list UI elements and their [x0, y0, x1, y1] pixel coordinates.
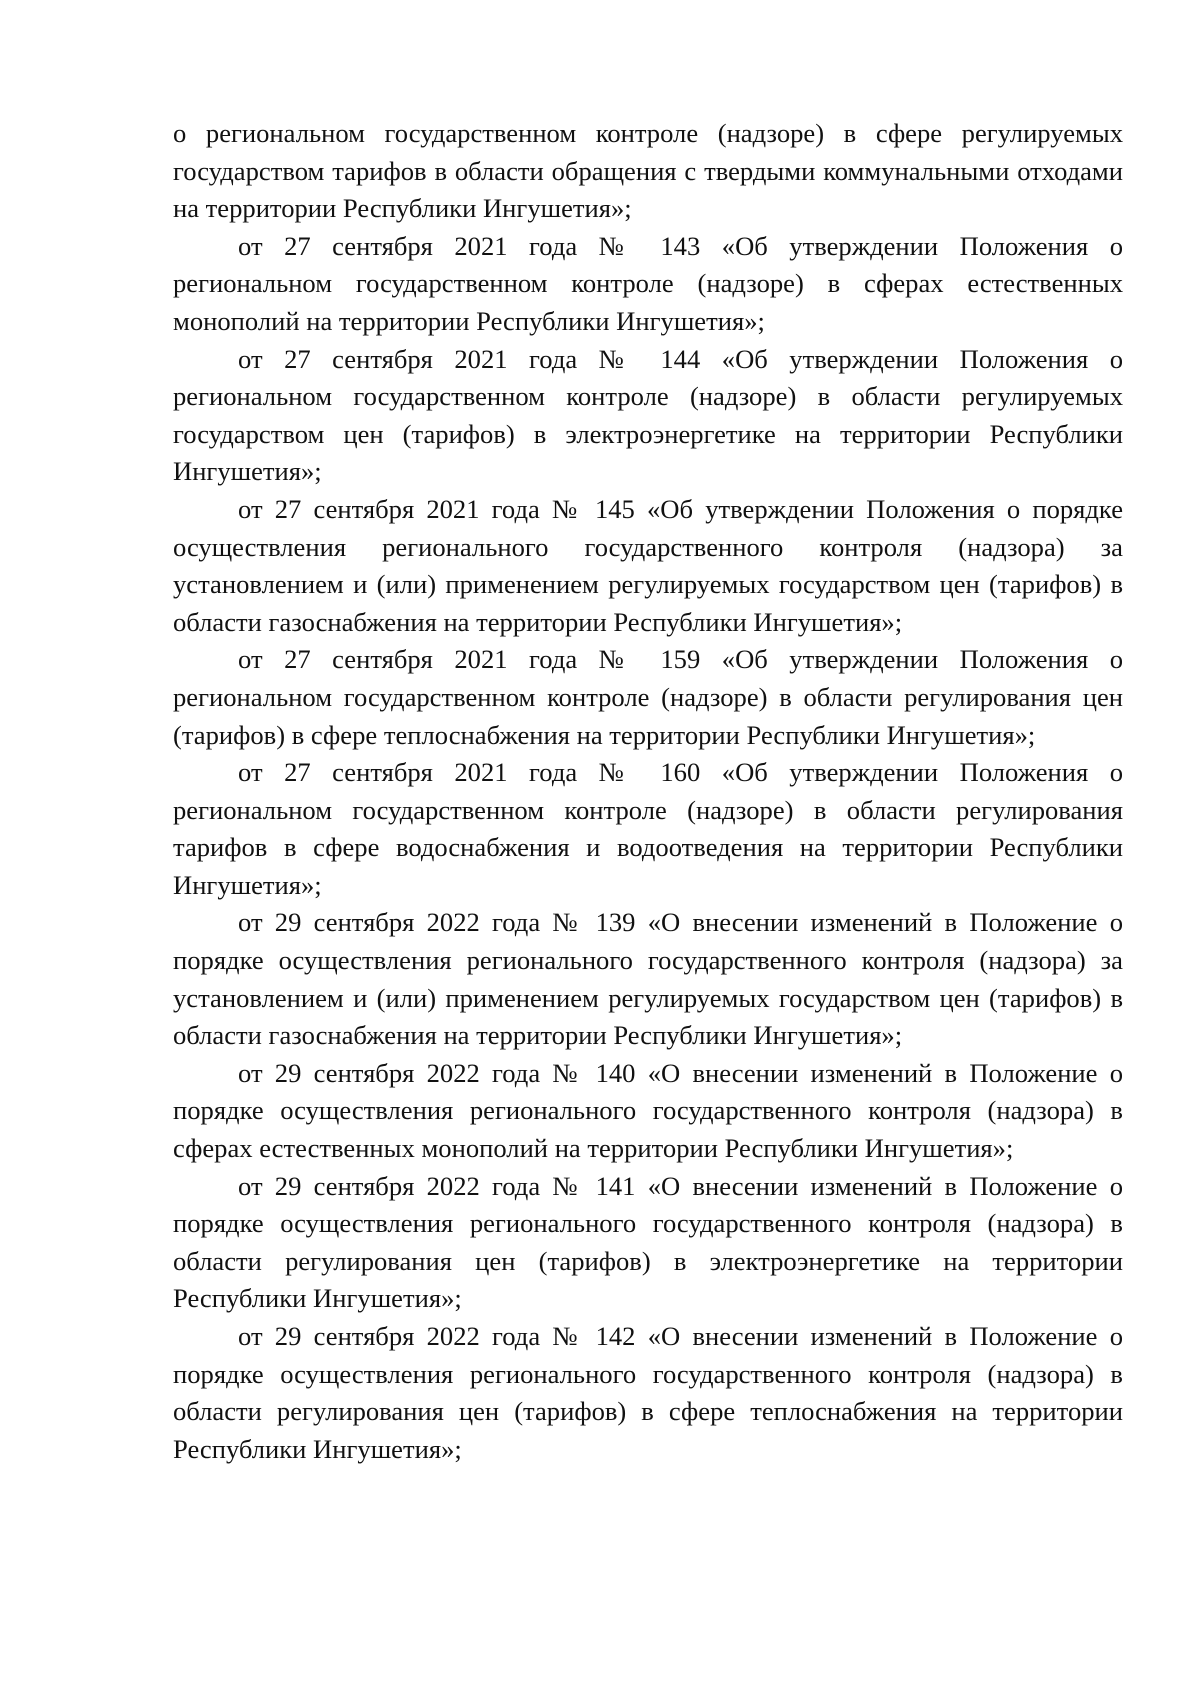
paragraph-resolution-142: от 29 сентября 2022 года № 142 «О внесении изменений в Положение о порядке осуществления регионального государственного контроля (надзора) в области регулирования цен (тарифов) в сфере теплоснабжения на территории Республики Ингушетия»;: [173, 1321, 1123, 1464]
paragraph-resolution-143: от 27 сентября 2021 года № 143 «Об утверждении Положения о региональном государственном контроле (надзоре) в сферах естественных монополий на территории Республики Ингушетия»;: [173, 230, 1123, 336]
paragraph-resolution-144: от 27 сентября 2021 года № 144 «Об утверждении Положения о региональном государственном контроле (надзоре) в области регулируемых государством цен (тарифов) в электроэнергетике на территории Республики Ингушетия»;: [173, 343, 1123, 487]
paragraph-resolution-159: от 27 сентября 2021 года № 159 «Об утверждении Положения о региональном государственном контроле (надзоре) в области регулирования цен (тарифов) в сфере теплоснабжения на территории Республики Ингушетия»;: [173, 644, 1123, 750]
paragraph-continuation: о региональном государственном контроле (надзоре) в сфере регулируемых государством тарифов в области обращения с твердыми коммунальными отходами на территории Республики Ингушетия»;: [173, 118, 1123, 224]
paragraph-resolution-160: от 27 сентября 2021 года № 160 «Об утверждении Положения о региональном государственном контроле (надзоре) в области регулирования тарифов в сфере водоснабжения и водоотведения на территории Республики Ингушетия»;: [173, 757, 1123, 900]
paragraph-resolution-141: от 29 сентября 2022 года № 141 «О внесении изменений в Положение о порядке осуществления регионального государственного контроля (надзора) в области регулирования цен (тарифов) в электроэнергетике на территории Республики Ингушетия»;: [173, 1170, 1123, 1314]
paragraph-resolution-145: от 27 сентября 2021 года № 145 «Об утверждении Положения о порядке осуществления регионального государственного контроля (надзора) за установлением и (или) применением регулируемых государством цен (тарифов) в области газоснабжения на территории Республики Ингушетия»;: [173, 493, 1123, 637]
paragraph-resolution-139: от 29 сентября 2022 года № 139 «О внесении изменений в Положение о порядке осуществления регионального государственного контроля (надзора) за установлением и (или) применением регулируемых государством цен (тарифов) в области газоснабжения на территории Республики Ингушетия»;: [173, 907, 1123, 1051]
paragraph-resolution-140: от 29 сентября 2022 года № 140 «О внесении изменений в Положение о порядке осуществления регионального государственного контроля (надзора) в сферах естественных монополий на территории Республики Ингушетия»;: [173, 1057, 1123, 1164]
document-body: [173, 115, 1123, 1468]
